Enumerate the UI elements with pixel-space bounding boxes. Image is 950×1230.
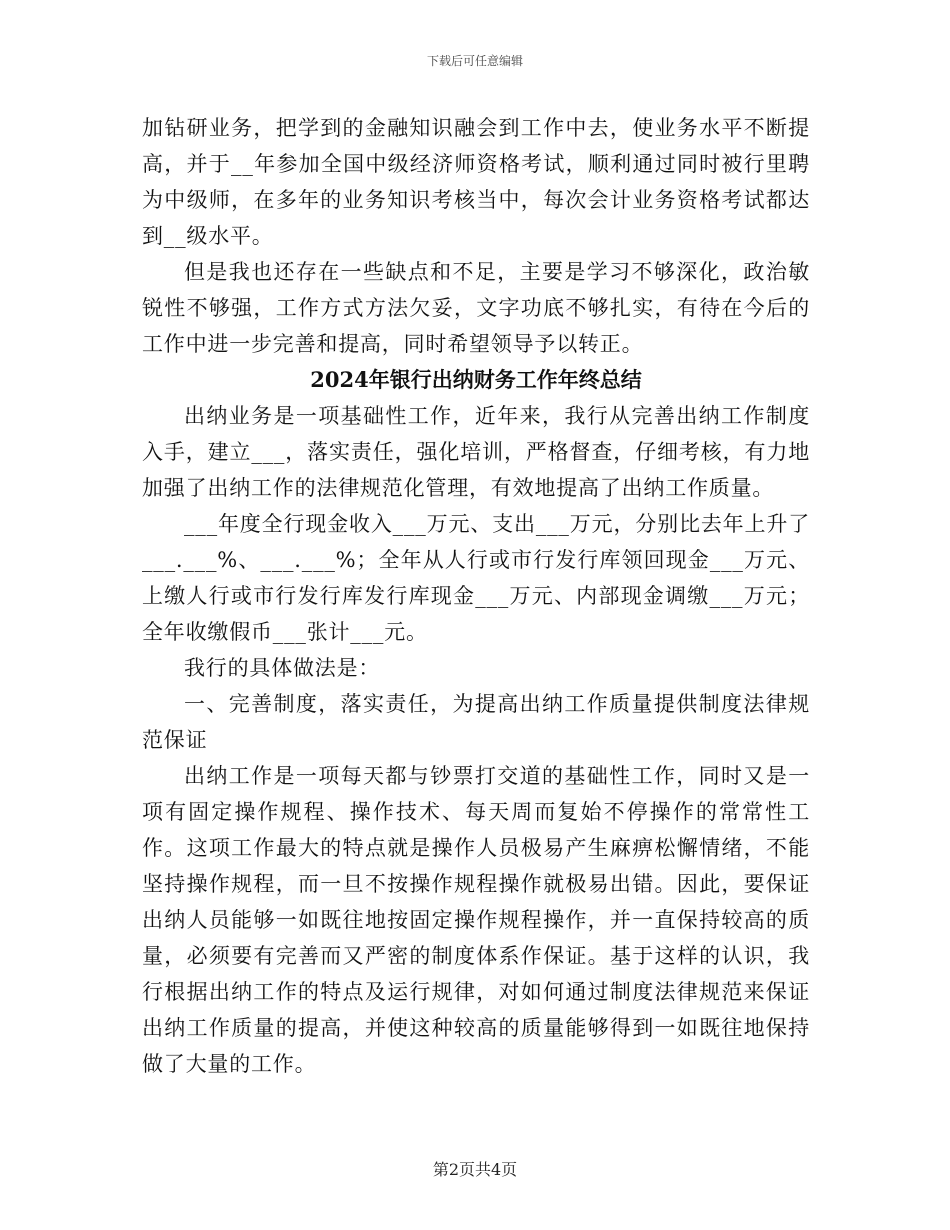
page-number: 第2页共4页 <box>432 1160 518 1179</box>
header-note: 下载后可任意编辑 <box>426 54 523 68</box>
document-body <box>142 110 810 1082</box>
paragraph-intro: 出纳业务是一项基础性工作，近年来，我行从完善出纳工作制度入手，建立___，落实责任，强化培训，严格督查，仔细考核，有力地加强了出纳工作的法律规范化管理，有效地提高了出纳工作质量。 <box>142 404 810 500</box>
paragraph-continuation: 加钻研业务，把学到的金融知识融会到工作中去，使业务水平不断提高，并于__年参加全国中级经济师资格考试，顺利通过同时被行里聘为中级师，在多年的业务知识考核当中，每次会计业务资格考试都达到__级水平。 <box>142 116 810 248</box>
document-title: 2024年银行出纳财务工作年终总结 <box>310 367 642 392</box>
paragraph-methods-lead: 我行的具体做法是： <box>184 656 381 680</box>
paragraph-figures: ___年度全行现金收入___万元、支出___万元，分别比去年上升了___.___%、___.___%；全年从人行或市行发行库领回现金___万元、上缴人行或市行发行库发行库现金___万元、内部现金调缴___万元；全年收缴假币___张计___元。 <box>142 512 810 644</box>
paragraph-shortcomings: 但是我也还存在一些缺点和不足，主要是学习不够深化，政治敏锐性不够强，工作方式方法欠妥，文字功底不够扎实，有待在今后的工作中进一步完善和提高，同时希望领导予以转正。 <box>142 260 810 356</box>
paragraph-section-1-body: 出纳工作是一项每天都与钞票打交道的基础性工作，同时又是一项有固定操作规程、操作技术、每天周而复始不停操作的常常性工作。这项工作最大的特点就是操作人员极易产生麻痹松懈情绪，不能坚持操作规程，而一旦不按操作规程操作就极易出错。因此，要保证出纳人员能够一如既往地按固定操作规程操作，并一直保持较高的质量，必须要有完善而又严密的制度体系作保证。基于这样的认识，我行根据出纳工作的特点及运行规律，对如何通过制度法律规范来保证出纳工作质量的提高，并使这种较高的质量能够得到一如既往地保持做了大量的工作。 <box>142 764 810 1076</box>
section-heading-1: 一、完善制度，落实责任，为提高出纳工作质量提供制度法律规范保证 <box>142 692 810 752</box>
